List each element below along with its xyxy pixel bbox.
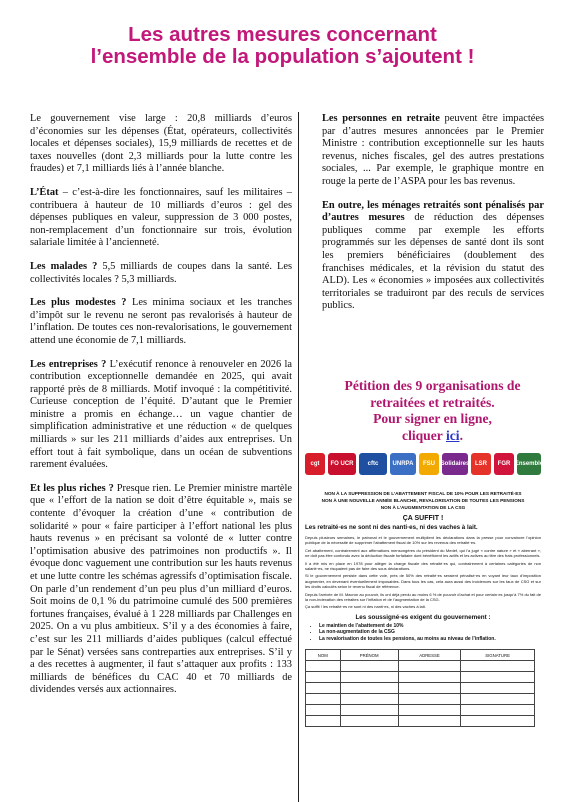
signature-table — [305, 649, 535, 727]
form-body-paragraph: Il a été mis en place en 1978 pour alléger la charge fiscale des retraité·es qui, contrairement à certaines catégories de non salarié·es, ne risquaient pas de faire des sous déclarations. — [305, 560, 541, 572]
list-item: • La revalorisation de toutes les pensions, au moins au niveau de l’inflation. — [319, 636, 541, 643]
paragraph-modestes — [30, 297, 292, 347]
form-body-paragraph: Depuis l’arrivée de M. Macron au pouvoir, ils ont déjà perdu au moins 6 % de pouvoir d’achat et pour certain·es jusqu’à 7% du fait de la non-indexation des retraites sur l’inflation et de l’augmentation de la CSG. — [305, 591, 541, 603]
petition-link[interactable]: ici — [445, 427, 460, 443]
cftc-logo: cftc — [359, 453, 387, 475]
form-slogan: ÇA SUFFIT ! — [402, 515, 444, 522]
paragraph-lead: Les personnes en retraite — [322, 113, 440, 124]
paragraph-lead: Les plus modestes ? — [30, 297, 127, 309]
table-header-row — [306, 650, 535, 661]
fsu-logo: FSU — [419, 453, 439, 475]
paragraph-text: – c’est-à-dire les fonctionnaires, sauf les militaires – contribuera à hauteur de 10 milliards d’euros : gel des dépenses publiques en valeur, suppression de 3 000 postes, non-remplacement d’un fonctionnaire sur trois, évolution salariale limitée à l’ancienneté. — [30, 186, 292, 249]
form-body-paragraph: Ça suffit ! les retraité·es ne sont ni des nanti·es, ni des vaches à lait. — [305, 604, 426, 610]
title-line-2: l’ensemble de la population s’ajoutent ! — [90, 45, 475, 68]
form-title-line: NON À L’AUGMENTATION DE LA CSG — [380, 505, 466, 510]
lsr-logo: LSR — [471, 453, 491, 475]
paragraph-text: Presque rien. Le Premier ministre martèle que « l’effort de la nation se doit d’être équitable », mais se contente d’évoquer la création d’une « contribution de solidarité » pour « faire participer à l’effort national les plus hauts revenus » en précisant sa volonté de « lutter contre l’optimisation abusive des patrimoines non productifs ». Il évoque donc vaguement une contribution sur les hauts revenus et une lutte contre les schémas agressifs d’optimisation fiscale. On parle d’un rendement d’un peu plus d’un milliard d’euros. Soit moins de 0,1 % du patrimoine cumulé des 500 premières fortunes françaises, évalué à 1 228 milliards par Challenges en 2025. On a vu plus ambitieux. S’il y a des économies à faire, c’est sur les 211 milliards d’aides publiques (calcul effectué par le Sénat) versées sans contreparties aux entreprises. S’il y a des recettes à augmenter, il faut s’attaquer aux profits : 133 milliards de bénéfices du CAC 40 et 70 milliards de dividendes versés aux actionnaires. — [30, 482, 292, 696]
unrpa-logo: UNRPA — [390, 453, 416, 475]
right-column — [322, 113, 544, 324]
ensemble-logo: Ensemble — [517, 453, 541, 475]
petition-end: . — [459, 427, 463, 443]
table-row — [306, 694, 535, 705]
form-headline: Les retraité·es ne sont ni des nanti·es, ni des vaches à lait. — [305, 524, 478, 531]
form-title-line: NON À UNE NOUVELLE ANNÉE BLANCHE, REVALORISATION DE TOUTES LES PENSIONS — [321, 498, 525, 503]
list-item: • La non-augmentation de la CSG — [319, 629, 541, 636]
table-row — [306, 705, 535, 716]
paragraph-malades — [30, 261, 292, 286]
fo-ucr-logo: FO UCR — [328, 453, 356, 475]
paragraph-lead: Les malades ? — [30, 260, 98, 272]
form-demands-heading: Les soussigné·es exigent du gouvernement : — [355, 613, 491, 621]
form-body-paragraph: Depuis plusieurs semaines, le patronat et le gouvernement multiplient les déclarations dans la presse pour convaincre l’opinion publique de la nécessité de supprimer l’abattement fiscal de 10% sur les revenus des retraité·es. — [305, 535, 541, 546]
column-header-adresse: ADRESSE — [398, 650, 461, 661]
column-header-nom: NOM — [306, 650, 341, 661]
form-title-line: NON À LA SUPPRESSION DE L’ABATTEMENT FISCAL DE 10% POUR LES RETRAITÉ·ES — [324, 491, 522, 496]
paragraph-menages — [322, 200, 544, 313]
petition-line-4 — [300, 428, 565, 445]
paragraph-retraite — [322, 113, 544, 189]
petition-line-3: Pour signer en ligne, — [373, 411, 492, 426]
petition-line-1: Pétition des 9 organisations de — [344, 378, 521, 393]
left-column — [30, 113, 292, 708]
petition-click-text: cliquer — [402, 427, 443, 443]
paragraph-lead: Les entreprises ? — [30, 358, 107, 370]
paragraph-budget: Le gouvernement vise large : 20,8 milliards d’euros d’économies sur les dépenses (État, opérateurs, collectivités locales et dépenses sociales), 15,9 milliards de recettes et de taxes nouvelles (dont 2,3 milliards pour la lutte contre les fraudes) et 7,1 milliards liés à l’année blanche. — [30, 113, 292, 175]
paragraph-lead: Et les plus riches ? — [30, 482, 114, 494]
petition-callout — [300, 378, 565, 444]
paragraph-text: Les minima sociaux et les tranches d’impôt sur le revenu ne seront pas revalorisés à hauteur de l’inflation. De toutes ces non-revalorisations, le gouvernement attend une économie de 7,1 milliards. — [30, 297, 293, 346]
page-title — [0, 24, 565, 68]
form-body-paragraph: Si le gouvernement persiste dans cette voie, près de 50% des retraité·es seraient pénalisé·es en voyant leur taux d’imposition augmenter, en devenant éventuellement imposables. Dans tous les cas, cela aura aussi des incidences sur les taux de CSG et sur les droits calculés selon le revenu fiscal de référence. — [305, 573, 541, 590]
paragraph-riches — [30, 483, 292, 697]
title-line-1: Les autres mesures concernant — [128, 23, 437, 46]
column-header-signature: SIGNATURE — [461, 650, 535, 661]
fgr-logo: FGR — [494, 453, 514, 475]
table-row — [306, 661, 535, 672]
petition-line-2: retraitées et retraités. — [370, 394, 495, 410]
paragraph-text: 5,5 milliards de coupes dans la santé. Les collectivités locales ? 5,3 milliards. — [30, 260, 292, 285]
table-row — [306, 683, 535, 694]
form-demands-list — [319, 623, 541, 643]
list-item: • Le maintien de l’abattement de 10% — [319, 623, 541, 630]
petition-form-image — [305, 452, 544, 787]
paragraph-text: peuvent être impactées par d’autres mesures annoncées par le Premier Ministre : contribution exceptionnelle sur les hauts revenus, niches fiscales, gel des autres prestations sociales, ... Par exemple, le graphique montre en rouge la perte de l’ASPA pour les bas revenus. — [322, 113, 544, 187]
column-header-prenom: PRÉNOM — [340, 650, 398, 661]
union-logos — [305, 452, 544, 476]
paragraph-text: L’exécutif renonce à renouveler en 2026 la contribution exceptionnelle demandée en 2025, qui avait rapporté près de 8 milliards. Motif invoqué : la compétitivité. Curieuse conception de l’équité. D’autant que le Premier ministre a promis en échange… un vague chantier de simplification administrative et une réduction « de quelques milliards » sur les 211 milliards d’aides aux entreprises. Un effort tout à fait symbolique, dans un océan de subventions rarement évaluées. — [30, 358, 292, 471]
table-row — [306, 672, 535, 683]
paragraph-text: de réduction des dépenses publiques comme par exemple les efforts programmés sur les dépenses de santé dont ils sont les premiers bénéficiaires (doublement des franchises médicales, et la révision du statut des ALD). Les « économies » imposées aux collectivités territoriales se traduiront par des reculs de services publics. — [322, 212, 544, 312]
table-row — [306, 716, 535, 727]
form-title — [305, 490, 541, 511]
paragraph-entreprises — [30, 359, 292, 472]
form-body — [305, 535, 541, 610]
form-body-paragraph: Cet abattement, contrairement aux affirmations mensongères du président du Medef, qui l’a jugé « contre nature » et « aberrant », ne doit pas être confondu avec la déduction fiscale forfaitaire dont bénéficient les actifs et les actives au titre des frais professionnels. — [305, 547, 541, 559]
solidaires-logo: Solidaires — [442, 453, 468, 475]
paragraph-lead: En outre, les ménages retraités sont pénalisés par d’autres mesures — [322, 199, 544, 224]
column-divider — [298, 112, 299, 802]
cgt-logo: cgt — [305, 453, 325, 475]
paragraph-lead: L’État — [30, 186, 59, 198]
paragraph-etat — [30, 187, 292, 250]
